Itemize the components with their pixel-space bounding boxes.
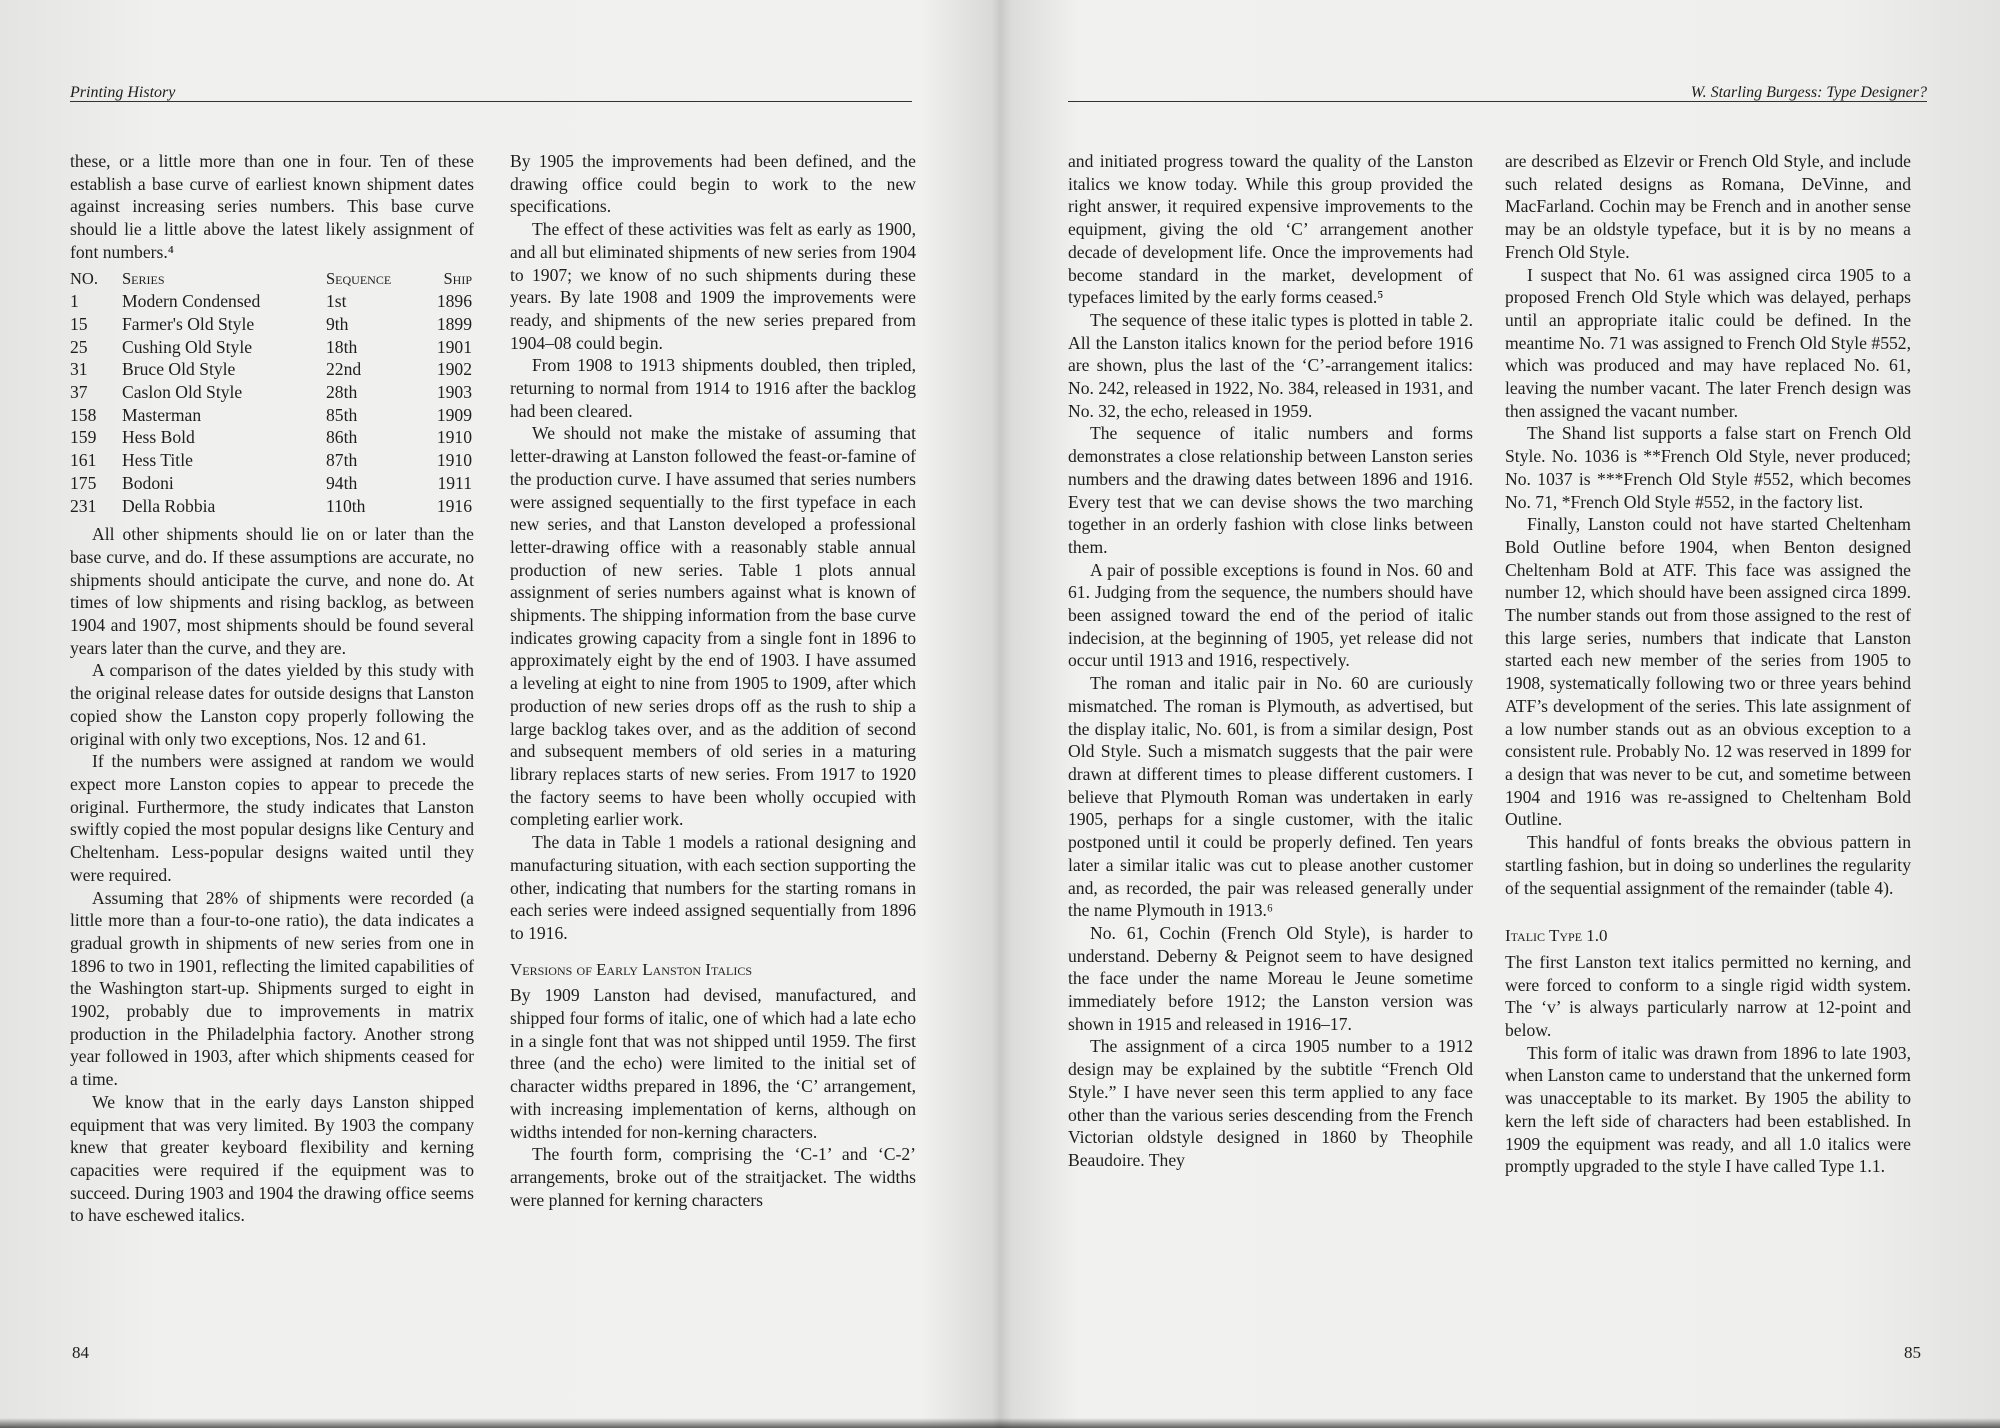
- series-number: 175: [70, 472, 97, 493]
- header-rule-right: [1068, 101, 1927, 102]
- paragraph: The sequence of these italic types is plotted in table 2. All the Lanston italics known for the period before 1916 are shown, plus the last of the ‘C’-arrangement italics: No. 242, released in 1922, No. 384, released in 1931, and No. 32, the echo, released in 1959.: [1068, 309, 1473, 421]
- table-row: [70, 290, 474, 313]
- sequence: 94th: [326, 472, 358, 493]
- right-column-1: [1068, 150, 1473, 1172]
- series-name: Caslon Old Style: [122, 382, 243, 403]
- sequence: 87th: [326, 450, 358, 471]
- paragraph: these, or a little more than one in four. Ten of these establish a base curve of earliest known shipment dates against increasing series numbers. This base curve should lie a little above the latest likely assignment of font numbers.⁴: [70, 151, 474, 262]
- paragraph: I suspect that No. 61 was assigned circa 1905 to a proposed French Old Style which was delayed, perhaps until an appropriate italic could be defined. In the meantime No. 71 was assigned to French Old Style #552, which was produced and may have replaced No. 61, leaving the number vacant. The later French design was then assigned the vacant number.: [1505, 264, 1911, 421]
- sequence: 1st: [326, 291, 347, 312]
- series-name: Farmer's Old Style: [122, 313, 255, 334]
- series-number: 37: [70, 382, 88, 403]
- series-name: Hess Bold: [122, 427, 195, 448]
- ship-year: 1909: [436, 404, 472, 425]
- table-row: [70, 426, 474, 449]
- series-name: Della Robbia: [122, 495, 216, 516]
- series-name: Bruce Old Style: [122, 359, 236, 380]
- table-row: [70, 313, 474, 336]
- sequence: 86th: [326, 427, 358, 448]
- paragraph: The data in Table 1 models a rational designing and manufacturing situation, with each section supporting the other, indicating that numbers for the starting romans in each series were indeed assigned sequentially from 1896 to 1916.: [510, 832, 916, 943]
- column-header: Ship: [443, 268, 472, 288]
- column-header: Sequence: [326, 268, 392, 288]
- paragraph: Assuming that 28% of shipments were recorded (a little more than a four-to-one ratio), the data indicates a gradual growth in shipments of new series from one in 1896 to two in 1901, reflecting the limited capabilities of the Washington start-up. Shipments surged to eight in 1902, probably due to improvements in matrix production in the Philadelphia factory. Another strong year followed in 1903, after which shipments ceased for a time.: [70, 887, 474, 1090]
- series-name: Bodoni: [122, 472, 174, 493]
- ship-year: 1916: [436, 495, 472, 516]
- paragraph: The Shand list supports a false start on French Old Style. No. 1036 is **French Old Style, never produced; No. 1037 is ***French Old Style #552, which becomes No. 71, *French Old Style #552, in the factory list.: [1505, 423, 1911, 512]
- paragraph: The first Lanston text italics permitted no kerning, and were forced to conform to a single rigid width system. The ‘v’ is always particularly narrow at 12-point and below.: [1505, 951, 1911, 1041]
- right-page: [1000, 0, 2000, 1428]
- series-number: 15: [70, 313, 88, 334]
- paragraph: The effect of these activities was felt as early as 1900, and all but eliminated shipments of new series from 1904 to 1907; we know of no such shipments during these years. By late 1908 and 1909 the improvements were ready, and shipments of the new series prepared from 1904–08 could begin.: [510, 219, 916, 353]
- paragraph: The roman and italic pair in No. 60 are curiously mismatched. The roman is Plymouth, as advertised, but the display italic, No. 601, is from a similar design, Post Old Style. Such a mismatch suggests that the pair were drawn at different times to please different customers. I believe that Plymouth Roman was undertaken in early 1905, perhaps for a single customer, with the italic postponed until it could be properly defined. Ten years later a similar italic was cut to please another customer and, as recorded, the pair was released generally under the name Plymouth in 1913.⁶: [1068, 673, 1473, 921]
- header-rule-left: [70, 101, 912, 102]
- paragraph: No. 61, Cochin (French Old Style), is harder to understand. Deberny & Peignot seem to have designed the face under the name Moreau le Jeune sometime immediately before 1912; the Lanston version was shown in 1915 and released in 1916–17.: [1068, 922, 1473, 1034]
- paragraph: Finally, Lanston could not have started Cheltenham Bold Outline before 1904, when Benton designed Cheltenham Bold at ATF. This face was assigned the number 12, which should have been assigned circa 1899. The number stands out from those assigned to the rest of this large series, numbers that indicate that Lanston started each new member of the series from 1905 to 1908, systematically following two or three years behind ATF’s development of the series. This late assignment of a low number stands out as an obvious exception to a consistent rule. Probably No. 12 was reserved in 1899 for a design that was never to be cut, and sometime between 1904 and 1916 was re-assigned to Cheltenham Bold Outline.: [1505, 514, 1911, 830]
- paragraph: are described as Elzevir or French Old Style, and include such related designs as Romana, DeVinne, and MacFarland. Cochin may be French and in another sense may be an oldstyle typeface, but it is by no means a French Old Style.: [1505, 151, 1911, 262]
- page-edge-shadow: [0, 1418, 2000, 1428]
- ship-year: 1901: [436, 336, 472, 357]
- ship-year: 1910: [436, 427, 472, 448]
- section-heading: Versions of Early Lanston Italics: [510, 959, 753, 979]
- page-number-right: 85: [1904, 1343, 1921, 1362]
- ship-year: 1910: [436, 450, 472, 471]
- series-number: 1: [70, 291, 79, 312]
- section-heading: Italic Type 1.0: [1505, 926, 1608, 946]
- paragraph: By 1909 Lanston had devised, manufactured, and shipped four forms of italic, one of which had a late echo in a single font that was not shipped until 1959. The first three (and the echo) were limited to the initial set of character widths prepared in 1896, the ‘C’ arrangement, with increasing implementation of kerns, although on widths intended for non-kerning characters.: [510, 985, 916, 1142]
- paragraph: The fourth form, comprising the ‘C-1’ and ‘C-2’ arrangements, broke out of the straitjacket. The widths were planned for kerning characters: [510, 1144, 916, 1210]
- table-header-row: [70, 268, 474, 291]
- paragraph: All other shipments should lie on or later than the base curve, and do. If these assumptions are accurate, no shipments should anticipate the curve, and none do. At times of low shipments and rising backlog, as between 1904 and 1907, most shipments should be found several years later than the curve, and they are.: [70, 524, 474, 658]
- paragraph: The assignment of a circa 1905 number to a 1912 design may be explained by the subtitle “French Old Style.” I have never seen this term applied to any face other than the various series descending from the French Victorian oldstyle designed in 1860 by Theophile Beaudoire. They: [1068, 1036, 1473, 1170]
- paragraph: By 1905 the improvements had been defined, and the drawing office could begin to work to the new specifications.: [510, 151, 916, 217]
- running-head-left: Printing History: [70, 84, 176, 101]
- table-body: [70, 290, 474, 517]
- sequence: 22nd: [326, 359, 362, 380]
- paragraph: If the numbers were assigned at random we would expect more Lanston copies to appear to precede the original. Furthermore, the study indicates that Lanston swiftly copied the most popular designs like Century and Cheltenham. Less-popular designs waited until they were required.: [70, 751, 474, 885]
- paragraph: This handful of fonts breaks the obvious pattern in startling fashion, but in doing so underlines the regularity of the sequential assignment of the remainder (table 4).: [1505, 832, 1911, 898]
- paragraph: This form of italic was drawn from 1896 to late 1903, when Lanston came to understand that the unkerned form was unacceptable to its market. By 1905 the ability to kern the left side of characters had been established. In 1909 the equipment was ready, and all 1.0 italics were promptly upgraded to the style I have called Type 1.1.: [1505, 1042, 1911, 1177]
- series-number: 161: [70, 450, 97, 471]
- running-head-right: W. Starling Burgess: Type Designer?: [1690, 84, 1927, 101]
- sequence: 85th: [326, 404, 358, 425]
- series-table: [70, 268, 474, 518]
- ship-year: 1911: [437, 472, 472, 493]
- series-number: 31: [70, 359, 88, 380]
- column-header: NO.: [70, 268, 98, 288]
- paragraph: A comparison of the dates yielded by this study with the original release dates for outside designs that Lanston copied show the Lanston copy properly following the original with only two exceptions, Nos. 12 and 61.: [70, 660, 474, 749]
- paragraph: From 1908 to 1913 shipments doubled, then tripled, returning to normal from 1914 to 1916 after the backlog had been cleared.: [510, 355, 916, 421]
- series-number: 231: [70, 495, 97, 516]
- ship-year: 1903: [436, 382, 472, 403]
- table-row: [70, 472, 474, 495]
- paragraph: The sequence of italic numbers and forms demonstrates a close relationship between Lanston series numbers and the drawing dates between 1896 and 1916. Every test that we can devise shows the two marching together in an orderly fashion with close links between them.: [1068, 423, 1473, 557]
- right-column-2: [1505, 150, 1911, 1178]
- series-name: Cushing Old Style: [122, 336, 253, 357]
- sequence: 110th: [326, 495, 366, 516]
- table-row: [70, 381, 474, 404]
- column-header: Series: [122, 268, 165, 288]
- table-row: [70, 404, 474, 427]
- series-number: 25: [70, 336, 88, 357]
- paragraph: We know that in the early days Lanston shipped equipment that was very limited. By 1903 the company knew that greater keyboard flexibility and kerning capacities were required if the equipment was to succeed. During 1903 and 1904 the drawing office seems to have eschewed italics.: [70, 1091, 474, 1226]
- left-column-1: [70, 150, 474, 1227]
- paragraph: A pair of possible exceptions is found in Nos. 60 and 61. Judging from the sequence, the numbers should have been assigned toward the end of the period of italic indecision, at the beginning of 1905, yet release did not occur until 1913 and 1916, respectively.: [1068, 559, 1473, 671]
- series-name: Modern Condensed: [122, 291, 261, 312]
- table-row: [70, 358, 474, 381]
- ship-year: 1896: [436, 291, 472, 312]
- table-row: [70, 449, 474, 472]
- table-row: [70, 336, 474, 359]
- series-name: Hess Title: [122, 450, 193, 471]
- left-column-2: [510, 150, 916, 1211]
- sequence: 28th: [326, 382, 358, 403]
- paragraph: We should not make the mistake of assuming that letter-drawing at Lanston followed the feast-or-famine of the production curve. I have assumed that series numbers were assigned sequentially to the first typeface in each new series, and that Lanston developed a professional letter-drawing office with a reasonably stable annual production of new series. Table 1 plots annual assignment of series numbers against what is known of shipments. The shipping information from the base curve indicates growing capacity from a single font in 1896 to approximately eight by the end of 1903. I have assumed a leveling at eight to nine from 1905 to 1909, after which production of new series drops off as the rush to ship a large backlog takes over, and as the addition of second and subsequent members of old series in a maturing library replaces starts of new series. From 1917 to 1920 the factory seems to have been wholly occupied with completing earlier work.: [510, 423, 916, 830]
- paragraph: and initiated progress toward the quality of the Lanston italics we know today. While this group provided the right answer, it required expensive improvements to the equipment, giving the old ‘C’ arrangement another decade of development life. Once the improvements had become standard in the market, development of typefaces limited by the early forms ceased.⁵: [1068, 151, 1473, 308]
- sequence: 18th: [326, 336, 358, 357]
- ship-year: 1902: [436, 359, 472, 380]
- table-row: [70, 495, 474, 518]
- sequence: 9th: [326, 313, 349, 334]
- series-name: Masterman: [122, 404, 202, 425]
- page-number-left: 84: [72, 1343, 89, 1362]
- series-number: 159: [70, 427, 97, 448]
- series-number: 158: [70, 404, 97, 425]
- ship-year: 1899: [436, 313, 472, 334]
